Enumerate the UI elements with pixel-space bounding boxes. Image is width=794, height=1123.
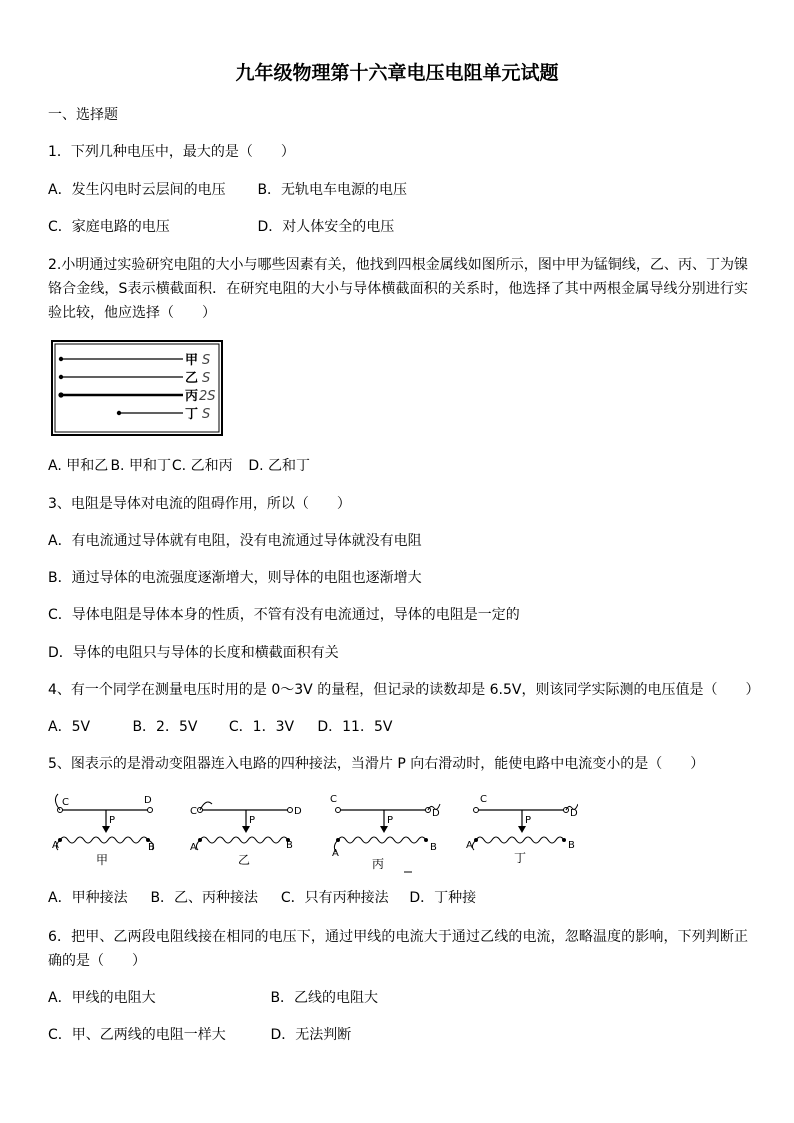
question-1-option-c[interactable]: C．家庭电路的电压	[48, 219, 170, 235]
wire-label-jia: 甲	[185, 353, 199, 368]
svg-text:B: B	[286, 840, 293, 851]
wire-figure	[51, 340, 223, 440]
section-heading: 一、选择题	[48, 107, 118, 123]
question-5-option-b[interactable]: B．乙、丙种接法	[150, 890, 259, 906]
question-1-stem: 1．下列几种电压中，最大的是（ ）	[48, 144, 295, 160]
question-6-option-d[interactable]: D．无法判断	[270, 1027, 352, 1043]
question-2-stem: 2.小明通过实验研究电阻的大小与哪些因素有关，他找到四根金属线如图所示，图中甲为锰铜线，乙、丙、丁为镍铬合金线，S表示横截面积．在研究电阻的大小与导体横截面积的关系时，他选择了其中两根金属导线分别进行实验比较，他应选择（ ）	[48, 257, 748, 321]
question-4-options	[48, 717, 392, 737]
question-4-option-c[interactable]: C．1．3V	[228, 719, 295, 735]
caption-ding: 丁	[514, 851, 527, 865]
question-6-option-a[interactable]: A．甲线的电阻大	[48, 990, 156, 1006]
page-title: 九年级物理第十六章电压电阻单元试题	[235, 62, 559, 84]
rheostat-yi	[190, 802, 302, 867]
wire-area-ding: S	[202, 407, 211, 422]
svg-text:P: P	[249, 815, 256, 826]
question-2-option-a[interactable]: A. 甲和乙	[48, 458, 109, 474]
svg-text:C: C	[330, 794, 337, 805]
question-6-options-row-1	[48, 988, 378, 1008]
svg-text:C: C	[190, 806, 197, 817]
wire-label-bing: 丙	[185, 389, 199, 404]
svg-text:D: D	[294, 806, 302, 817]
question-5-option-d[interactable]: D．丁种接	[409, 890, 477, 906]
rheostat-figure	[48, 790, 578, 880]
wire-area-yi: S	[202, 371, 211, 386]
question-6-options-row-2	[48, 1025, 351, 1045]
question-1-option-b[interactable]: B．无轨电车电源的电压	[257, 182, 408, 198]
question-5-stem: 5、图表示的是滑动变阻器连入电路的四种接法，当滑片 P 向右滑动时，能使电路中电流变小的是（ ）	[48, 756, 705, 772]
question-3-option-b[interactable]: B．通过导体的电流强度逐渐增大，则导体的电阻也逐渐增大	[48, 570, 422, 586]
wire-label-yi: 乙	[185, 371, 199, 386]
wire-area-jia: S	[202, 353, 211, 368]
svg-text:B: B	[568, 840, 575, 851]
question-1-options-row-2	[48, 217, 394, 237]
rheostat-bing	[330, 794, 440, 872]
question-4-option-d[interactable]: D．11．5V	[317, 719, 393, 735]
svg-text:B: B	[430, 842, 437, 853]
question-2-option-d[interactable]: D. 乙和丁	[248, 458, 311, 474]
svg-text:D: D	[432, 808, 440, 819]
question-5-options	[48, 888, 476, 908]
wire-label-ding: 丁	[185, 407, 199, 422]
question-4-stem: 4、有一个同学在测量电压时用的是 0～3V 的量程，但记录的读数却是 6.5V，则该同学实际测的电压值是（ ）	[48, 682, 760, 698]
question-3-option-d[interactable]: D．导体的电阻只与导体的长度和横截面积有关	[48, 645, 339, 661]
svg-text:A: A	[190, 842, 197, 853]
svg-text:P: P	[387, 815, 394, 826]
caption-bing: 丙	[372, 857, 385, 871]
question-1-options-row-1	[48, 180, 407, 200]
svg-text:C: C	[480, 794, 487, 805]
question-4-option-b[interactable]: B．2．5V	[132, 719, 198, 735]
question-2-option-b[interactable]: B. 甲和丁	[110, 458, 171, 474]
svg-text:A: A	[332, 848, 339, 859]
terminal-d: D	[144, 795, 152, 806]
question-1-option-d[interactable]: D．对人体安全的电压	[257, 219, 395, 235]
terminal-b: B	[148, 842, 155, 853]
question-1-option-a[interactable]: A．发生闪电时云层间的电压	[48, 182, 226, 198]
question-2-option-c[interactable]: C. 乙和丙	[171, 458, 233, 474]
question-5-option-a[interactable]: A．甲种接法	[48, 890, 128, 906]
question-4-option-a[interactable]: A．5V	[48, 719, 91, 735]
question-6-option-b[interactable]: B．乙线的电阻大	[270, 990, 379, 1006]
caption-jia: 甲	[96, 853, 109, 867]
rheostat-ding	[466, 794, 578, 865]
terminal-a: A	[52, 840, 59, 851]
terminal-c: C	[62, 797, 69, 808]
svg-text:D: D	[570, 808, 578, 819]
question-3-stem: 3、电阻是导体对电流的阻碍作用，所以（ ）	[48, 496, 351, 512]
question-3-option-c[interactable]: C．导体电阻是导体本身的性质，不管有没有电流通过，导体的电阻是一定的	[48, 607, 520, 623]
slider-p: P	[109, 815, 116, 826]
rheostat-jia	[52, 794, 155, 867]
svg-text:P: P	[525, 815, 532, 826]
question-2-options	[48, 456, 310, 476]
svg-text:A: A	[466, 840, 473, 851]
question-6-stem: 6．把甲、乙两段电阻线接在相同的电压下，通过甲线的电流大于通过乙线的电流，忽略温度的影响，下列判断正确的是（ ）	[48, 929, 748, 969]
question-3-option-a[interactable]: A．有电流通过导体就有电阻，没有电流通过导体就没有电阻	[48, 533, 422, 549]
caption-yi: 乙	[238, 853, 251, 867]
question-6-option-c[interactable]: C．甲、乙两线的电阻一样大	[48, 1027, 226, 1043]
question-5-option-c[interactable]: C．只有丙种接法	[280, 890, 389, 906]
wire-area-bing: 2S	[199, 389, 216, 404]
